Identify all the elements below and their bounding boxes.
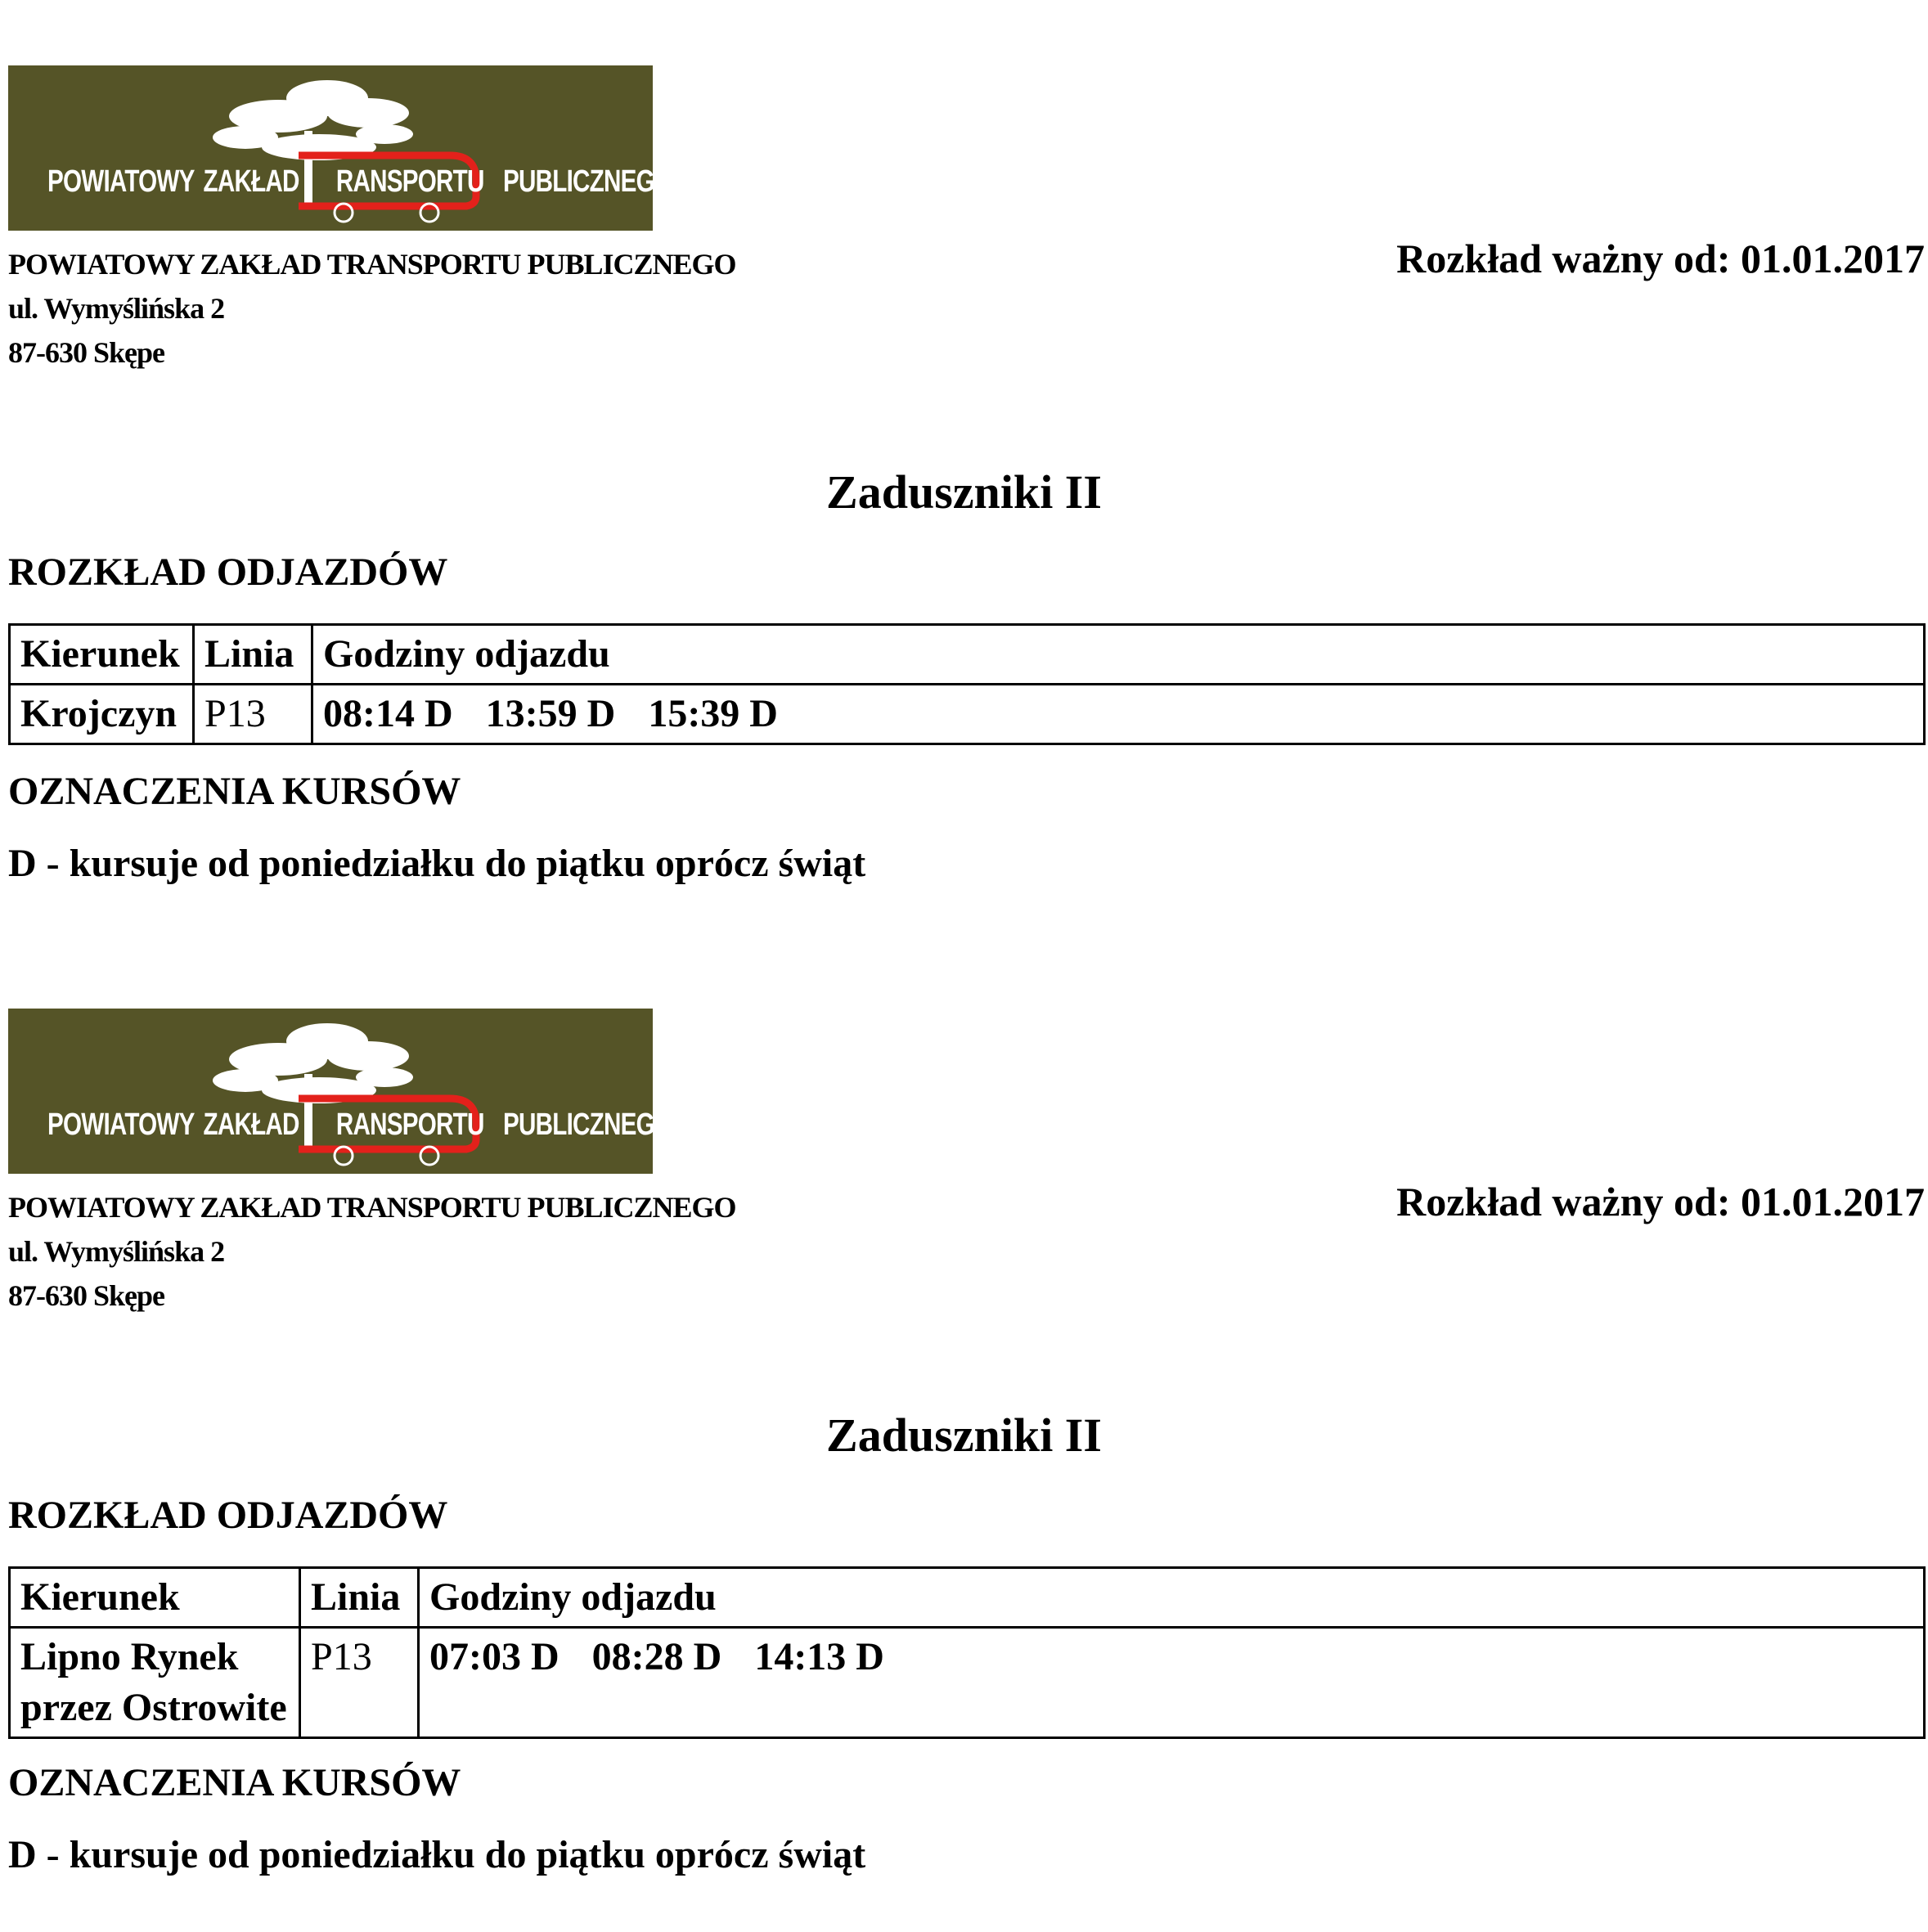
departures-table — [8, 1566, 1926, 1739]
logo-text-1: POWIATOWY — [47, 164, 195, 199]
header-direction: Kierunek — [10, 1568, 300, 1628]
direction-cell — [10, 685, 194, 744]
header-times: Godziny odjazdu — [312, 625, 1925, 685]
header-times: Godziny odjazdu — [419, 1568, 1925, 1628]
logo-text-2: ZAKŁAD — [203, 1108, 299, 1142]
table-row — [10, 685, 1925, 744]
departure-time: 07:03 D — [429, 1635, 560, 1678]
logo-text-3: RANSPORTU — [335, 164, 484, 199]
logo-text — [47, 1100, 681, 1149]
legend-title: OZNACZENIA KURSÓW — [8, 770, 461, 813]
timetable-heading: ROZKŁAD ODJAZDÓW — [8, 1494, 448, 1537]
departure-time: 08:28 D — [591, 1635, 722, 1678]
company-logo — [8, 65, 673, 231]
departure-time: 13:59 D — [485, 692, 616, 735]
company-logo — [8, 1009, 673, 1174]
departure-time: 15:39 D — [648, 692, 778, 735]
company-city: 87-630 Skępe — [8, 336, 165, 369]
header-direction: Kierunek — [10, 625, 194, 685]
logo-text-1: POWIATOWY — [47, 1108, 195, 1142]
company-name: POWIATOWY ZAKŁAD TRANSPORTU PUBLICZNEGO — [8, 1191, 736, 1224]
departure-time: 08:14 D — [323, 692, 453, 735]
header-line: Linia — [300, 1568, 419, 1628]
company-street: ul. Wymyślińska 2 — [8, 292, 225, 325]
company-address — [8, 242, 736, 375]
company-city: 87-630 Skępe — [8, 1279, 165, 1312]
line-cell: P13 — [300, 1628, 419, 1738]
departures-table — [8, 623, 1926, 745]
logo-text-3: RANSPORTU — [335, 1108, 484, 1142]
direction-line1: Lipno Rynek — [20, 1635, 239, 1678]
valid-from: Rozkład ważny od: 01.01.2017 — [1396, 236, 1925, 281]
direction-line2: przez Ostrowite — [20, 1686, 287, 1729]
company-address — [8, 1185, 736, 1318]
company-street: ul. Wymyślińska 2 — [8, 1235, 225, 1268]
timetable-heading: ROZKŁAD ODJAZDÓW — [8, 550, 448, 594]
company-name: POWIATOWY ZAKŁAD TRANSPORTU PUBLICZNEGO — [8, 248, 736, 281]
legend-title: OZNACZENIA KURSÓW — [8, 1761, 461, 1804]
times-cell — [419, 1628, 1925, 1738]
times-cell — [312, 685, 1925, 744]
direction-line1: Krojczyn — [20, 692, 178, 735]
logo-text — [47, 157, 681, 206]
legend-text: D - kursuje od poniedziałku do piątku oprócz świąt — [8, 842, 866, 885]
departure-time: 14:13 D — [754, 1635, 884, 1678]
valid-from: Rozkład ważny od: 01.01.2017 — [1396, 1179, 1925, 1224]
stop-name: Zaduszniki II — [826, 465, 1102, 519]
header-line: Linia — [194, 625, 312, 685]
table-header-row — [10, 625, 1925, 685]
logo-text-4: PUBLICZNEGO — [503, 1108, 673, 1142]
logo-text-4: PUBLICZNEGO — [503, 164, 673, 199]
logo-text-2: ZAKŁAD — [203, 164, 299, 199]
stop-name: Zaduszniki II — [826, 1409, 1102, 1462]
table-header-row — [10, 1568, 1925, 1628]
table-row — [10, 1628, 1925, 1738]
line-cell: P13 — [194, 685, 312, 744]
direction-cell — [10, 1628, 300, 1738]
legend-text: D - kursuje od poniedziałku do piątku oprócz świąt — [8, 1833, 866, 1876]
